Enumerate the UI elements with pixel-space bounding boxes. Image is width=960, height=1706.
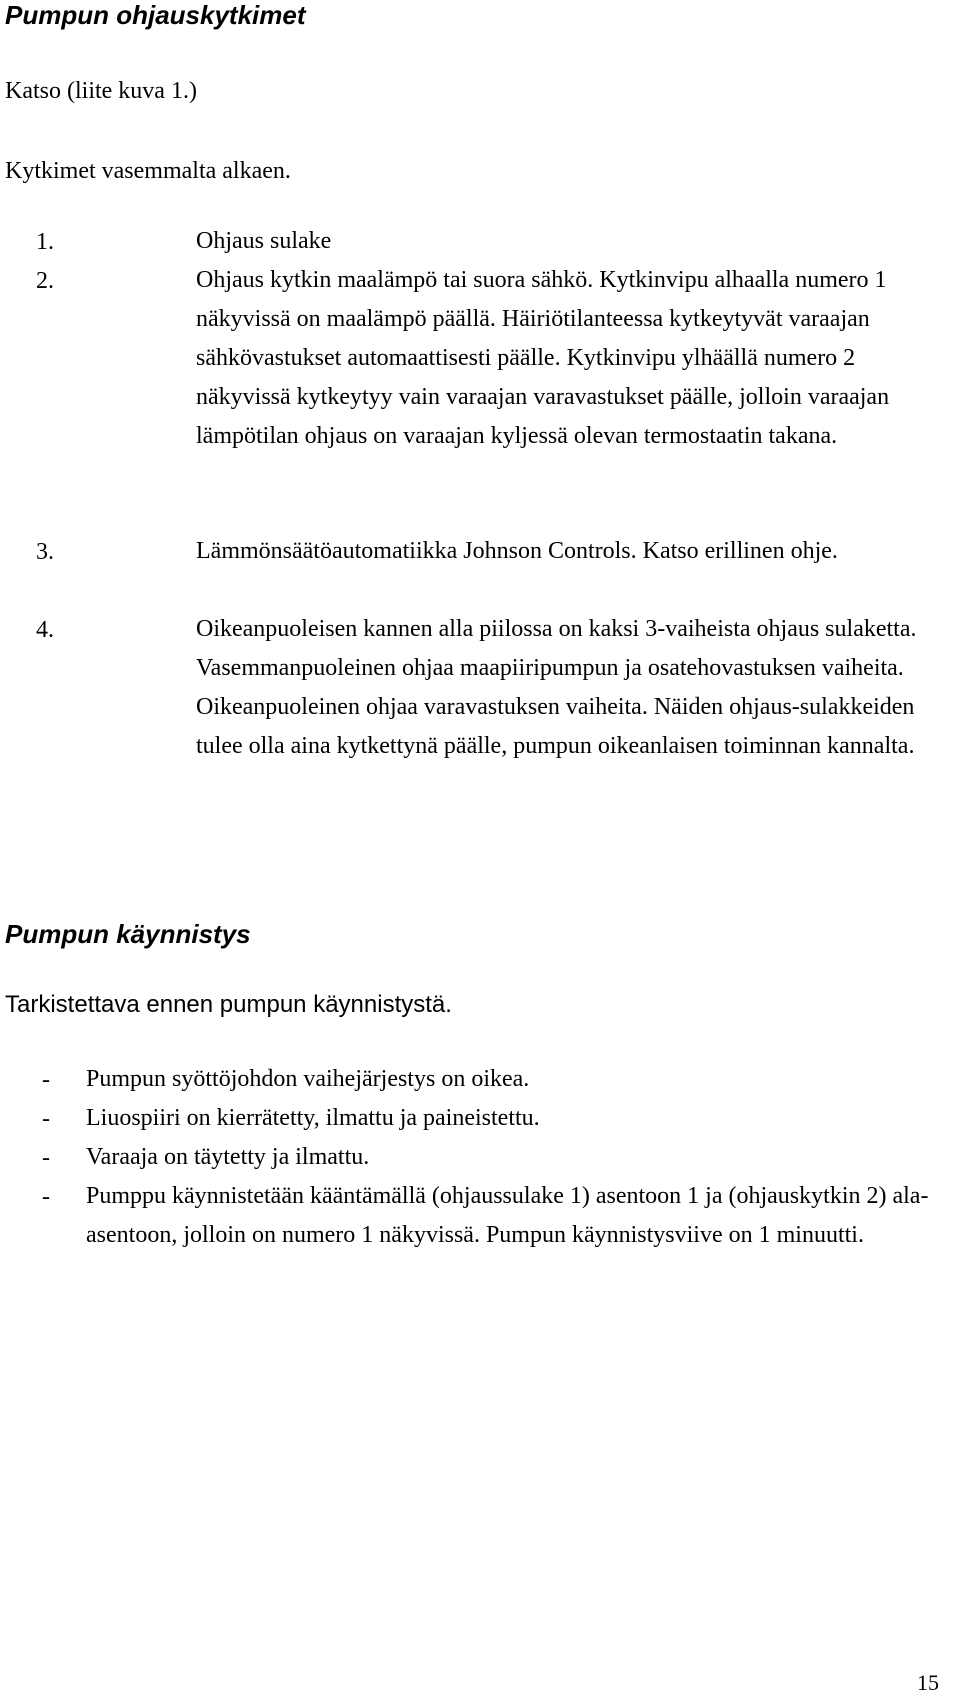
intro-line-order: Kytkimet vasemmalta alkaen.	[5, 158, 291, 184]
bullet-marker: -	[42, 1184, 50, 1210]
list-item-text: Oikeanpuoleisen kannen alla piilossa on kaksi 3-vaiheista ohjaus sulaketta. Vasemmanpuoleinen ohjaa maapiiripumpun ja osatehovastuksen vaiheita. Oikeanpuoleinen ohjaa varavastuksen vaiheita. Näiden ohjaus-sulakkeiden tulee olla aina kytkettynä päälle, pumpun oikeanlaisen toiminnan kannalta.	[196, 616, 917, 759]
list-item-number: 2.	[36, 268, 54, 294]
list-item-number: 1.	[36, 229, 54, 255]
intro-line-reference: Katso (liite kuva 1.)	[5, 78, 197, 104]
list-item-text: Lämmönsäätöautomatiikka Johnson Controls. Katso erillinen ohje.	[196, 538, 838, 564]
list-item-text: Ohjaus sulake	[196, 228, 332, 254]
bullet-text: Pumpun syöttöjohdon vaihejärjestys on oikea.	[86, 1066, 530, 1092]
list-item-text: Ohjaus kytkin maalämpö tai suora sähkö. Kytkinvipu alhaalla numero 1 näkyvissä on maalämpö päällä. Häiriötilanteessa kytkeytyvät varaajan sähkövastukset automaattisesti päälle. Kytkinvipu ylhäällä numero 2 näkyvissä kytkeytyy vain varaajan varavastukset päälle, jolloin varaajan lämpötilan ohjaus on varaajan kyljessä olevan termostaatin takana.	[196, 267, 890, 449]
list-item-number: 4.	[36, 617, 54, 643]
page-number: 15	[917, 1670, 939, 1695]
bullet-text: Pumppu käynnistetään kääntämällä (ohjaussulake 1) asentoon 1 ja (ohjauskytkin 2) ala-asentoon, jolloin on numero 1 näkyvissä. Pumpun käynnistysviive on 1 minuutti.	[86, 1183, 929, 1248]
section-heading-kaynnistys: Pumpun käynnistys	[5, 919, 251, 949]
bullet-text: Liuospiiri on kierrätetty, ilmattu ja paineistettu.	[86, 1105, 540, 1131]
section-heading-ohjauskytkimet: Pumpun ohjauskytkimet	[5, 0, 306, 30]
section-subheading: Tarkistettava ennen pumpun käynnistystä.	[5, 991, 452, 1018]
bullet-text: Varaaja on täytetty ja ilmattu.	[86, 1144, 370, 1170]
bullet-marker: -	[42, 1145, 50, 1171]
list-item-number: 3.	[36, 539, 54, 565]
bullet-marker: -	[42, 1067, 50, 1093]
bullet-marker: -	[42, 1106, 50, 1132]
